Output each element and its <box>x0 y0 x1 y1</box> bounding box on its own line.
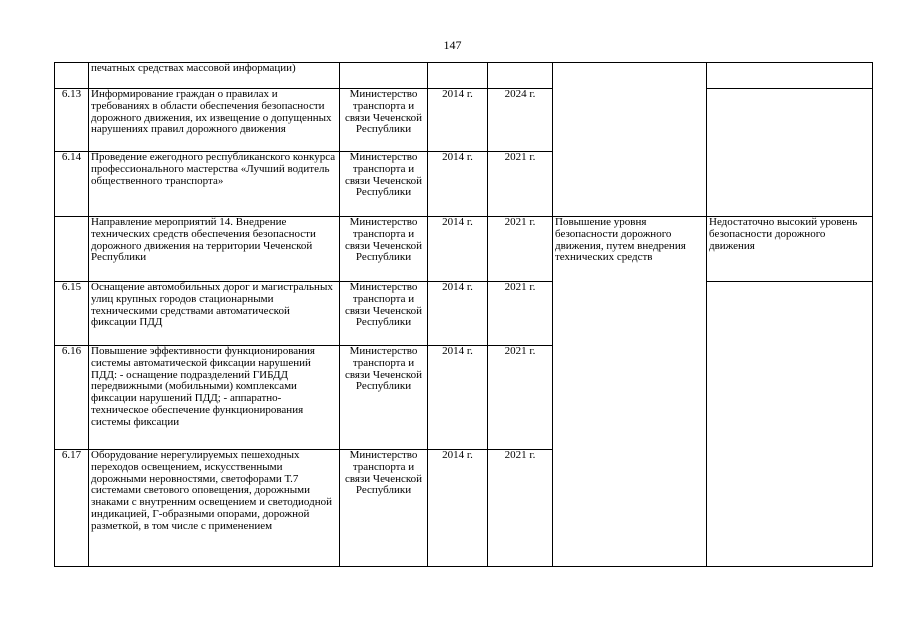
end-date: 2021 г. <box>488 282 553 346</box>
end-date <box>488 63 553 89</box>
activity-name: Повышение эффективности функционирования системы автоматической фиксации нарушений ПДД: - оснащение подразделений ГИБДД передвижными (мобильными) комплексами фиксации нарушений ПДД; - аппаратно-техническое обеспечение функционирования системы фиксации <box>89 346 340 450</box>
executor <box>340 63 428 89</box>
activity-name: Направление мероприятий 14. Внедрение технических средств обеспечения безопасности дорожного движения на территории Чеченской Республики <box>89 217 340 282</box>
risk: Недостаточно высокий уровень безопасности дорожного движения <box>707 217 873 282</box>
page-number: 147 <box>443 38 462 52</box>
activity-name: Проведение ежегодного республиканского конкурса профессионального мастерства «Лучший водитель общественного транспорта» <box>89 152 340 217</box>
table-row <box>55 63 873 89</box>
executor: Министерство транспорта и связи Чеченской Республики <box>340 217 428 282</box>
end-date: 2021 г. <box>488 217 553 282</box>
end-date: 2021 г. <box>488 346 553 450</box>
activity-name: Информирование граждан о правилах и требованиях в области обеспечения безопасности дорожного движения, их извещение о допущенных нарушениях правил дорожного движения <box>89 89 340 152</box>
executor: Министерство транспорта и связи Чеченской Республики <box>340 450 428 567</box>
start-date: 2014 г. <box>428 450 488 567</box>
start-date: 2014 г. <box>428 152 488 217</box>
risk-cell <box>707 282 873 567</box>
executor: Министерство транспорта и связи Чеченской Республики <box>340 152 428 217</box>
start-date: 2014 г. <box>428 282 488 346</box>
expected-result-cell <box>553 63 707 217</box>
start-date <box>428 63 488 89</box>
activity-name: Оснащение автомобильных дорог и магистральных улиц крупных городов стационарными техническими средствами автоматической фиксации ПДД <box>89 282 340 346</box>
end-date: 2021 г. <box>488 152 553 217</box>
row-number: 6.13 <box>55 89 89 152</box>
table-row <box>55 282 873 346</box>
risk-cell <box>707 63 873 89</box>
executor: Министерство транспорта и связи Чеченской Республики <box>340 282 428 346</box>
row-number <box>55 217 89 282</box>
expected-result: Повышение уровня безопасности дорожного движения, путем внедрения технических средств <box>553 217 707 567</box>
start-date: 2014 г. <box>428 89 488 152</box>
end-date: 2024 г. <box>488 89 553 152</box>
executor: Министерство транспорта и связи Чеченской Республики <box>340 89 428 152</box>
end-date: 2021 г. <box>488 450 553 567</box>
start-date: 2014 г. <box>428 217 488 282</box>
row-number: 6.15 <box>55 282 89 346</box>
row-number: 6.14 <box>55 152 89 217</box>
risk-cell <box>707 89 873 217</box>
row-number <box>55 63 89 89</box>
table-row <box>55 89 873 152</box>
row-number: 6.16 <box>55 346 89 450</box>
table-row <box>55 217 873 282</box>
start-date: 2014 г. <box>428 346 488 450</box>
activity-name: печатных средствах массовой информации) <box>89 63 340 89</box>
executor: Министерство транспорта и связи Чеченской Республики <box>340 346 428 450</box>
row-number: 6.17 <box>55 450 89 567</box>
activities-table <box>54 62 873 567</box>
activity-name: Оборудование нерегулируемых пешеходных переходов освещением, искусственными дорожными неровностями, светофорами Т.7 системами светового оповещения, дорожными знаками с внутренним освещением и светодиодной индикацией, Г-образными опорами, дорожной разметкой, в том числе с применением <box>89 450 340 567</box>
